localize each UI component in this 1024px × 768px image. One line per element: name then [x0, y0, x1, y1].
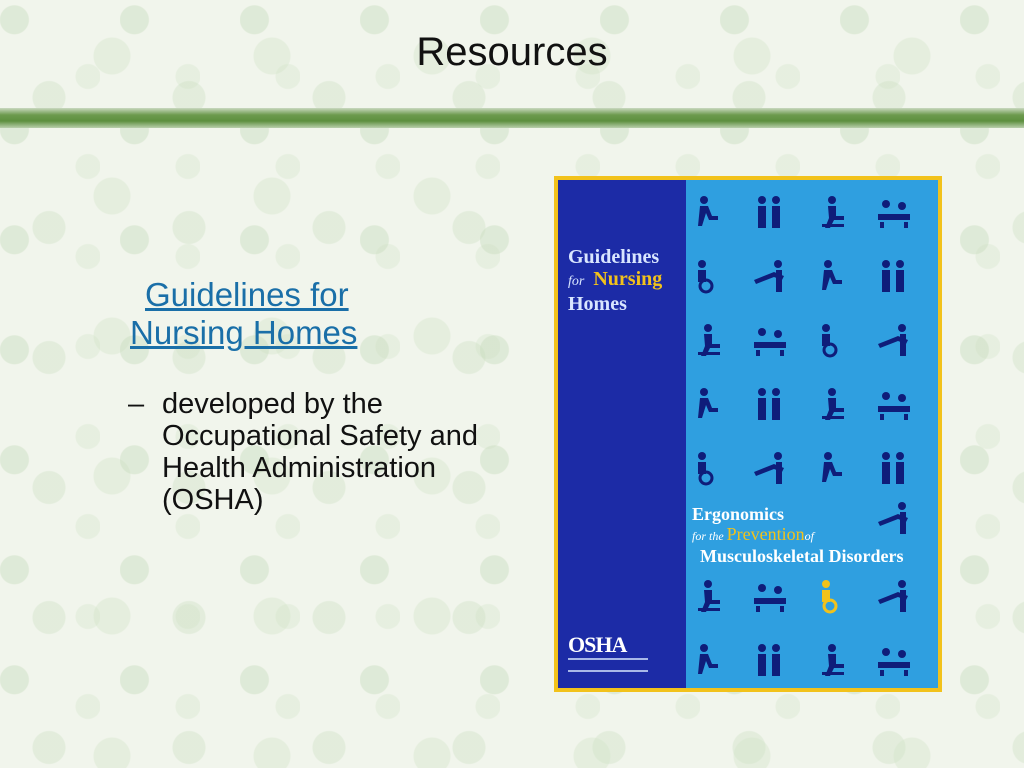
ergonomic-figure-icon	[876, 386, 912, 422]
cover-title-line3: Homes	[568, 293, 627, 315]
ergonomic-figure-icon	[814, 194, 850, 230]
cover-title-for: for	[568, 274, 585, 289]
osha-logo: OSHA	[568, 632, 627, 657]
cover-subtitle-prevention: Prevention	[726, 524, 805, 544]
cover-title-nursing: Nursing	[593, 268, 663, 290]
ergonomic-figure-icon	[814, 450, 850, 486]
ergonomic-figure-icon	[814, 322, 850, 358]
cover-subtitle-forthe: for the	[692, 529, 724, 543]
bullet-text: developed by the Occupational Safety and Health Administration (OSHA)	[162, 388, 478, 516]
ergonomic-figure-icon	[752, 194, 788, 230]
ergonomic-figure-icon	[876, 322, 912, 358]
ergonomic-figure-icon	[752, 450, 788, 486]
sub-bullet	[128, 388, 488, 516]
ergonomic-figure-icon	[876, 258, 912, 294]
ergonomic-figure-icon	[814, 578, 850, 614]
cover-subtitle-of: of	[804, 529, 815, 543]
ergonomic-figure-icon	[752, 322, 788, 358]
ergonomic-figure-icon	[814, 642, 850, 678]
ergonomic-figure-icon	[752, 578, 788, 614]
ergonomic-figure-icon	[690, 450, 726, 486]
ergonomic-figure-icon	[876, 450, 912, 486]
cover-subtitle-line1: Ergonomics	[692, 504, 784, 524]
ergonomic-figure-icon	[690, 322, 726, 358]
ergonomic-figure-icon	[690, 194, 726, 230]
ergonomic-figure-icon	[690, 578, 726, 614]
guidelines-link[interactable]	[130, 276, 488, 352]
ergonomic-figure-icon	[814, 386, 850, 422]
ergonomic-figure-icon	[752, 386, 788, 422]
bullet-dash: –	[128, 388, 145, 420]
book-cover	[554, 176, 942, 692]
osha-logo-tagline-mark	[568, 658, 648, 672]
ergonomic-figure-icon	[690, 642, 726, 678]
ergonomic-figure-icon	[690, 258, 726, 294]
guidelines-link-line1: Guidelines for	[145, 276, 349, 313]
cover-title-line1: Guidelines	[568, 246, 660, 268]
guidelines-link-line2: Nursing Homes	[130, 314, 358, 351]
resource-list	[128, 276, 488, 516]
slide-title: Resources	[416, 30, 608, 74]
ergonomic-figure-icon	[876, 578, 912, 614]
ergonomic-figure-icon	[814, 258, 850, 294]
ergonomic-figure-icon	[876, 642, 912, 678]
ergonomic-figure-icon	[690, 386, 726, 422]
ergonomic-figure-icon	[752, 258, 788, 294]
cover-title-line2	[568, 268, 680, 293]
ergonomic-figure-icon	[876, 194, 912, 230]
cover-title	[568, 246, 680, 315]
ergonomic-figure-icon	[752, 642, 788, 678]
ergonomic-figure-icon	[876, 500, 912, 536]
cover-subtitle-line3: Musculoskeletal Disorders	[700, 546, 904, 566]
title-divider-bar	[0, 108, 1024, 128]
